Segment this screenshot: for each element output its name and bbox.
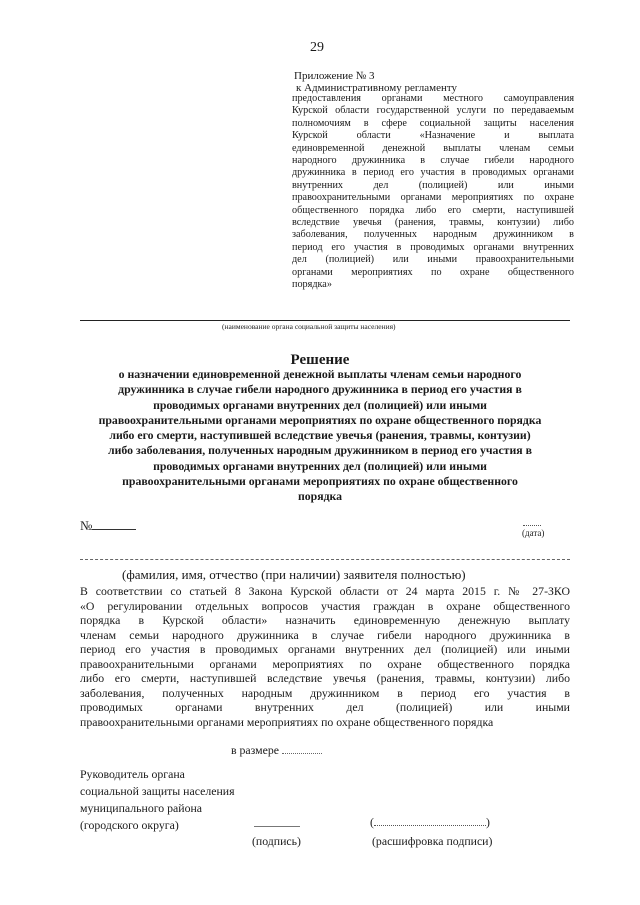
appendix-line: органами мероприятиях по охране общественного [292,266,574,278]
applicant-name-line[interactable] [80,559,570,560]
body-line: период его участия в проводимых органами внутренних дел (полицией) или иными [80,642,570,656]
body-line: заболевания, полученных народным дружинником в период его участия в [80,685,570,700]
appendix-line: полномочиям в сфере социальной защиты населения [292,117,574,129]
amount-blank[interactable] [282,744,322,754]
decision-subtitle-line: дружинника в случае гибели народного дружинника в период его участия в [118,382,522,397]
appendix-description [292,93,574,292]
body-line: проводимых органами внутренних дел (полицией) или иными [80,700,570,714]
signer-line: (городского округа) [80,818,179,832]
decision-subtitle-line: правоохранительными органами мероприятиях по охране общественного [122,474,518,489]
signer-line: социальной защиты населения [80,784,235,798]
decision-subtitle-line: либо его смерти, наступившей вследствие увечья (ранения, травмы, контузии) [109,428,531,443]
body-line: «О регулировании отдельных вопросов участия граждан в охране общественного [80,598,570,613]
appendix-line: заболевания, полученных народным дружинником в [292,229,574,241]
body-line: правоохранительными органами мероприятиях по охране общественного порядка [80,656,570,671]
signature-caption: (подпись) [252,834,301,848]
decision-body [80,584,570,729]
signer-block [80,766,235,834]
body-line: либо его смерти, наступившей вследствие увечья (ранения, травмы, контузии) либо [80,671,570,685]
page-number: 29 [310,40,324,55]
signer-line: Руководитель органа [80,767,185,781]
number-label: № [80,518,93,533]
decision-title: Решение [290,352,350,368]
body-line: В соответствии со статьей 8 Закона Курской области от 24 марта 2015 г. № 27-ЗКО [80,584,570,598]
appendix-line: единовременной денежной выплаты членам семьи [292,142,574,154]
date-blank[interactable] [523,525,541,526]
decision-number [80,518,136,534]
appendix-line: дружинника в период его участия в проводимых органами [292,167,574,179]
decode-open-paren: ( [370,815,374,829]
appendix-line: правоохранительными органами мероприятиях по охране [292,192,574,204]
decision-subtitle-line: проводимых органами внутренних дел (полицией) или иными [153,458,487,473]
decision-subtitle-line: правоохранительными органами мероприятиях по охране общественного порядка [98,412,542,427]
appendix-line: дел (полицией) или иными правоохранительными [292,254,574,266]
appendix-reference: к Административному регламенту [296,82,458,94]
appendix-line: внутренних дел (полицией) или иными [292,179,574,191]
decision-subtitle [82,367,558,505]
organization-name-line [80,320,570,321]
decision-subtitle-line: о назначении единовременной денежной выплаты членам семьи народного [118,367,522,381]
appendix-line: Курской области государственной услуги по передаваемым [292,105,574,117]
appendix-line: предоставления органами местного самоуправления [292,93,574,104]
signer-line: муниципального района [80,801,203,815]
body-line: правоохранительными органами мероприятиях по охране общественного порядка [80,714,494,729]
amount-label: в размере [231,743,279,757]
appendix-line: порядка» [292,279,332,291]
amount-row [231,743,322,758]
appendix-line: период его участия в проводимых органами внутренних [292,241,574,253]
body-line: порядка в Курской области» назначить единовременную денежную выплату [80,613,570,627]
applicant-name-caption: (фамилия, имя, отчество (при наличии) заявителя полностью) [122,567,466,582]
body-line: членам семьи народного дружинника в случае гибели народного дружинника в [80,627,570,642]
decode-close-paren: ) [485,815,490,829]
signature-decode-caption: (расшифровка подписи) [372,834,493,848]
signature-blank[interactable] [254,826,300,827]
number-blank[interactable] [92,519,136,530]
signature-decode-field [370,815,490,830]
appendix-line: народного дружинника в случае гибели народного [292,155,574,167]
date-caption: (дата) [522,528,545,538]
appendix-line: общественного порядка либо его смерти, наступившей [292,204,574,216]
decision-subtitle-line: либо заболевания, полученных народным дружинником в период его участия в [108,443,532,458]
appendix-line: Курской области «Назначение и выплата [292,130,574,142]
appendix-title: Приложение № 3 [294,70,375,82]
decode-blank[interactable] [374,816,486,826]
appendix-line: вследствие увечья (ранения, травмы, контузии) либо [292,217,574,229]
organization-caption: (наименование органа социальной защиты населения) [222,322,396,331]
decision-subtitle-line: порядка [297,489,343,504]
decision-subtitle-line: проводимых органами внутренних дел (полицией) или иными [153,397,487,412]
